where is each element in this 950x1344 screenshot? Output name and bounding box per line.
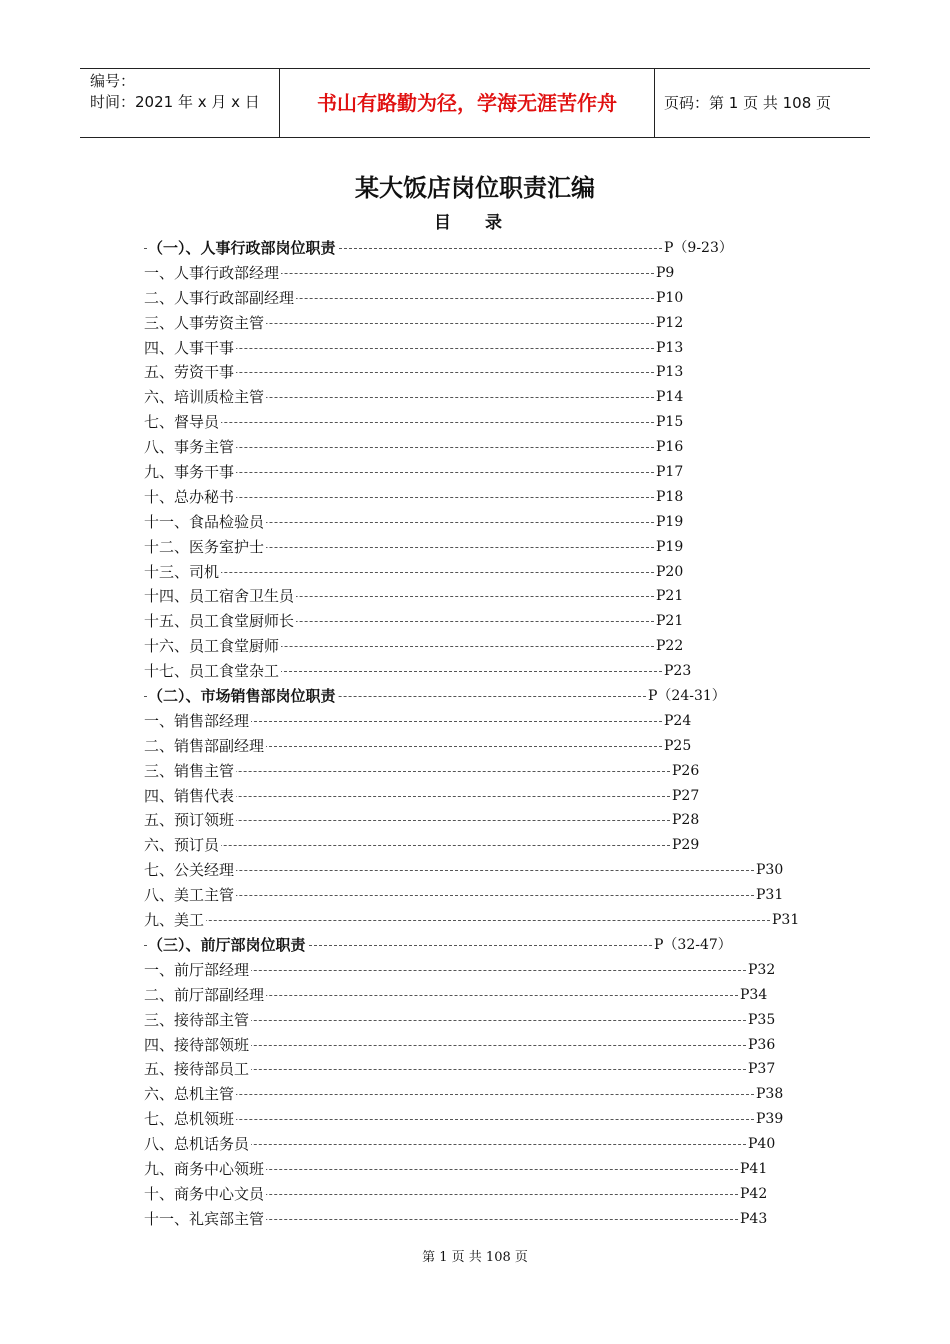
toc-entry-label: 二、前厅部副经理 <box>144 983 266 1008</box>
toc-entry-page: P25 <box>662 734 691 759</box>
toc-entry-page: P9 <box>654 261 674 286</box>
header-motto: 书山有路勤为径，学海无涯苦作舟 <box>280 69 655 137</box>
toc-entry-page: P27 <box>670 784 699 809</box>
toc-entry <box>144 833 824 858</box>
toc-entry-label: 一、销售部经理 <box>144 709 251 734</box>
toc-entry-label: 二、人事行政部副经理 <box>144 286 296 311</box>
toc-entry-page: P17 <box>654 460 683 485</box>
toc-entry <box>144 908 824 933</box>
document-title: 某大饭店岗位职责汇编 <box>355 174 595 202</box>
toc-entry <box>144 759 824 784</box>
toc-entry-page: P35 <box>746 1008 775 1033</box>
toc-entry-label: 十一、食品检验员 <box>144 510 266 535</box>
toc-entry-label: 八、美工主管 <box>144 883 236 908</box>
toc-entry-page: P31 <box>754 883 783 908</box>
toc-entry <box>144 385 824 410</box>
toc-entry <box>144 584 824 609</box>
toc-entry <box>144 560 824 585</box>
toc-entry-label: 六、总机主管 <box>144 1082 236 1107</box>
table-of-contents <box>144 236 824 1232</box>
toc-entry-label: 七、公关经理 <box>144 858 236 883</box>
toc-entry-label: 五、预订领班 <box>144 808 236 833</box>
toc-entry-label: 十五、员工食堂厨师长 <box>144 609 296 634</box>
toc-entry-page: P16 <box>654 435 683 460</box>
toc-entry-label: 十、总办秘书 <box>144 485 236 510</box>
toc-entry-label: 三、接待部主管 <box>144 1008 251 1033</box>
toc-entry-page: P13 <box>654 360 683 385</box>
toc-section <box>144 933 824 958</box>
toc-entry <box>144 360 824 385</box>
toc-entry-page: P（24-31） <box>646 684 726 709</box>
toc-entry-label: 九、商务中心领班 <box>144 1157 266 1182</box>
toc-entry-page: P32 <box>746 958 775 983</box>
toc-entry <box>144 485 824 510</box>
toc-entry-label: 十一、礼宾部主管 <box>144 1207 266 1232</box>
toc-entry-label: 四、销售代表 <box>144 784 236 809</box>
toc-entry-page: P21 <box>654 584 683 609</box>
toc-entry-label: 一、人事行政部经理 <box>144 261 281 286</box>
toc-entry <box>144 460 824 485</box>
toc-entry-label: 三、人事劳资主管 <box>144 311 266 336</box>
toc-entry <box>144 535 824 560</box>
toc-entry <box>144 1008 824 1033</box>
toc-entry-label: 十四、员工宿舍卫生员 <box>144 584 296 609</box>
toc-entry-page: P23 <box>662 659 691 684</box>
toc-entry <box>144 286 824 311</box>
toc-entry-label: 十七、员工食堂杂工 <box>144 659 281 684</box>
toc-entry-label: 七、总机领班 <box>144 1107 236 1132</box>
toc-entry-page: P13 <box>654 336 683 361</box>
toc-entry-page: P28 <box>670 808 699 833</box>
toc-entry-page: P36 <box>746 1033 775 1058</box>
toc-entry-label: 五、劳资干事 <box>144 360 236 385</box>
toc-entry <box>144 983 824 1008</box>
toc-entry-label: 十二、医务室护士 <box>144 535 266 560</box>
toc-entry-page: P20 <box>654 560 683 585</box>
toc-entry-page: P19 <box>654 510 683 535</box>
toc-entry <box>144 410 824 435</box>
toc-entry-label: 二、销售部副经理 <box>144 734 266 759</box>
header-page-info: 页码：第 1 页 共 108 页 <box>664 94 832 112</box>
toc-entry <box>144 261 824 286</box>
toc-entry <box>144 858 824 883</box>
toc-entry-page: P41 <box>738 1157 767 1182</box>
toc-entry <box>144 958 824 983</box>
toc-entry <box>144 734 824 759</box>
toc-entry-label: 四、人事干事 <box>144 336 236 361</box>
toc-entry <box>144 784 824 809</box>
toc-entry <box>144 808 824 833</box>
toc-entry-label: 十六、员工食堂厨师 <box>144 634 281 659</box>
toc-entry <box>144 609 824 634</box>
number-label: 编号： <box>90 72 136 90</box>
toc-entry <box>144 1207 824 1232</box>
toc-entry-page: P43 <box>738 1207 767 1232</box>
toc-entry-label: 九、美工 <box>144 908 206 933</box>
toc-entry <box>144 510 824 535</box>
toc-entry-page: P37 <box>746 1057 775 1082</box>
toc-entry-page: P14 <box>654 385 683 410</box>
toc-entry-label: 十三、司机 <box>144 560 221 585</box>
toc-entry-label: 六、预订员 <box>144 833 221 858</box>
toc-entry-label: 十、商务中心文员 <box>144 1182 266 1207</box>
toc-entry-label: 七、督导员 <box>144 410 221 435</box>
toc-entry <box>144 1033 824 1058</box>
toc-entry <box>144 435 824 460</box>
toc-entry <box>144 336 824 361</box>
toc-entry <box>144 1057 824 1082</box>
toc-entry-page: P（9-23） <box>662 236 733 261</box>
toc-section <box>144 236 824 261</box>
toc-entry <box>144 1082 824 1107</box>
toc-entry-page: P15 <box>654 410 683 435</box>
toc-entry <box>144 659 824 684</box>
toc-entry <box>144 1182 824 1207</box>
toc-entry <box>144 634 824 659</box>
toc-entry <box>144 883 824 908</box>
toc-entry <box>144 1157 824 1182</box>
toc-entry-label: （二）、市场销售部岗位职责 <box>148 684 338 709</box>
toc-entry-page: P12 <box>654 311 683 336</box>
toc-entry-page: P19 <box>654 535 683 560</box>
toc-entry <box>144 1107 824 1132</box>
header-meta <box>80 69 280 137</box>
toc-entry-page: P38 <box>754 1082 783 1107</box>
toc-entry-page: P34 <box>738 983 767 1008</box>
toc-entry-label: 四、接待部领班 <box>144 1033 251 1058</box>
dot-leader <box>144 920 770 921</box>
toc-entry-label: 三、销售主管 <box>144 759 236 784</box>
toc-entry-label: 八、事务主管 <box>144 435 236 460</box>
toc-entry-label: 九、事务干事 <box>144 460 236 485</box>
page-header <box>80 68 870 138</box>
toc-entry-page: P（32-47） <box>652 933 732 958</box>
toc-entry <box>144 709 824 734</box>
toc-entry-page: P21 <box>654 609 683 634</box>
time-label: 时间：2021 年 x 月 x 日 <box>90 93 260 111</box>
page-footer: 第 1 页 共 108 页 <box>422 1250 528 1265</box>
toc-entry-page: P22 <box>654 634 683 659</box>
toc-entry <box>144 1132 824 1157</box>
toc-entry-page: P29 <box>670 833 699 858</box>
dot-leader <box>144 845 670 846</box>
toc-entry-label: 八、总机话务员 <box>144 1132 251 1157</box>
toc-section <box>144 684 824 709</box>
toc-entry-page: P31 <box>770 908 799 933</box>
toc-entry-label: 一、前厅部经理 <box>144 958 251 983</box>
toc-entry-label: （一）、人事行政部岗位职责 <box>148 236 338 261</box>
toc-entry-page: P40 <box>746 1132 775 1157</box>
toc-entry-page: P42 <box>738 1182 767 1207</box>
toc-entry-page: P24 <box>662 709 691 734</box>
toc-entry-label: 六、培训质检主管 <box>144 385 266 410</box>
toc-entry-page: P18 <box>654 485 683 510</box>
toc-heading: 目 录 <box>434 213 516 233</box>
toc-entry-page: P30 <box>754 858 783 883</box>
toc-entry-label: （三）、前厅部岗位职责 <box>148 933 308 958</box>
toc-entry-page: P10 <box>654 286 683 311</box>
toc-entry-page: P39 <box>754 1107 783 1132</box>
toc-entry <box>144 311 824 336</box>
toc-entry-page: P26 <box>670 759 699 784</box>
toc-entry-label: 五、接待部员工 <box>144 1057 251 1082</box>
